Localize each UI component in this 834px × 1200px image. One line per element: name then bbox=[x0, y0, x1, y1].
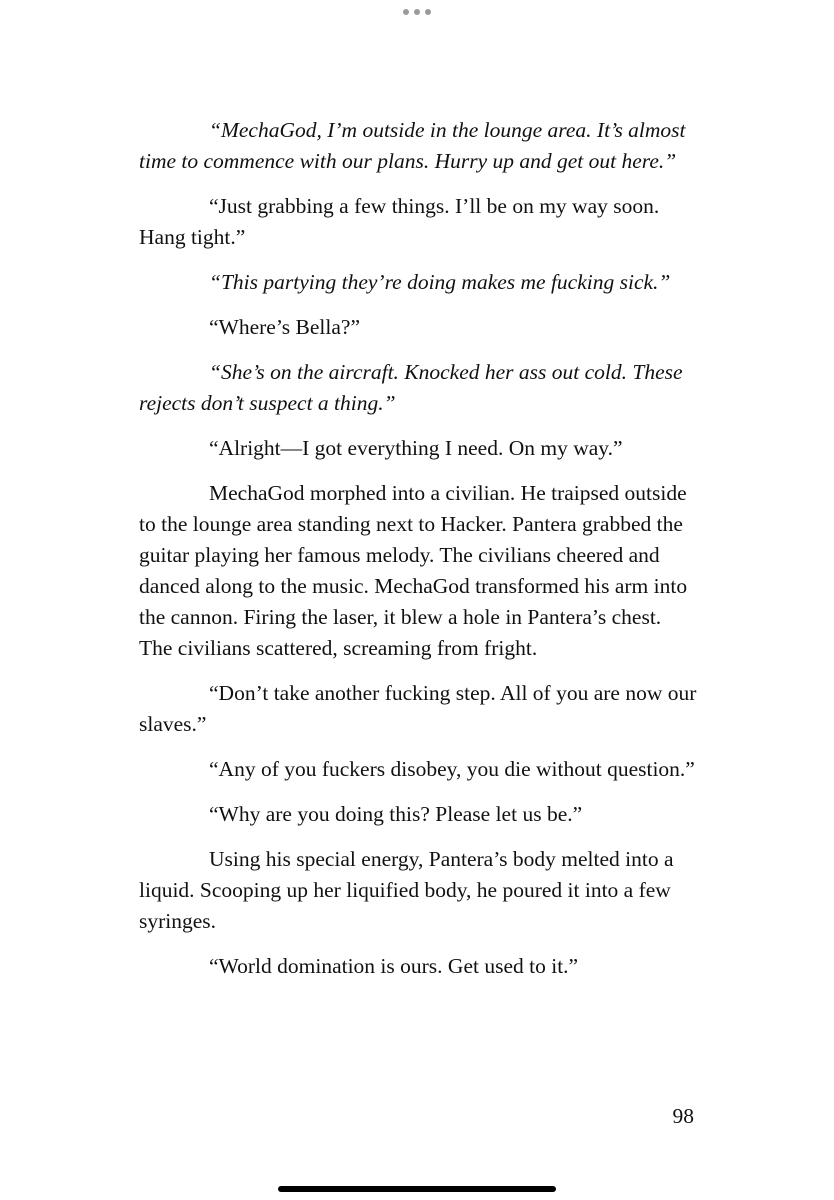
paragraph: “Why are you doing this? Please let us be.” bbox=[209, 802, 583, 826]
paragraph: “Just grabbing a few things. I’ll be on my way soon. Hang tight.” bbox=[139, 194, 660, 249]
paragraph: Using his special energy, Pantera’s body melted into a liquid. Scooping up her liquified body, he poured it into a few syringes. bbox=[139, 847, 674, 933]
paragraph: “MechaGod, I’m outside in the lounge area. It’s almost time to commence with our plans. Hurry up and get out here.” bbox=[139, 118, 686, 173]
paragraph: “World domination is ours. Get used to it.” bbox=[209, 954, 579, 978]
paragraph: MechaGod morphed into a civilian. He traipsed outside to the lounge area standing next to Hacker. Pantera grabbed the guitar playing her famous melody. The civilians cheered and danced along to the music. MechaGod transformed his arm into the cannon. Firing the laser, it blew a hole in Pantera’s chest. The civilians scattered, screaming from fright. bbox=[139, 481, 688, 660]
paragraph: “Don’t take another fucking step. All of you are now our slaves.” bbox=[139, 681, 697, 736]
paragraph: “This partying they’re doing makes me fucking sick.” bbox=[209, 270, 671, 294]
more-options-icon[interactable] bbox=[403, 7, 431, 17]
paragraph: “Any of you fuckers disobey, you die without question.” bbox=[209, 757, 695, 781]
page-text bbox=[139, 115, 699, 996]
page-number: 98 bbox=[672, 1104, 694, 1128]
home-indicator[interactable] bbox=[278, 1186, 556, 1192]
paragraph: “She’s on the aircraft. Knocked her ass out cold. These rejects don’t suspect a thing.” bbox=[139, 360, 683, 415]
paragraph: “Alright—I got everything I need. On my way.” bbox=[209, 436, 623, 460]
paragraph: “Where’s Bella?” bbox=[209, 315, 361, 339]
